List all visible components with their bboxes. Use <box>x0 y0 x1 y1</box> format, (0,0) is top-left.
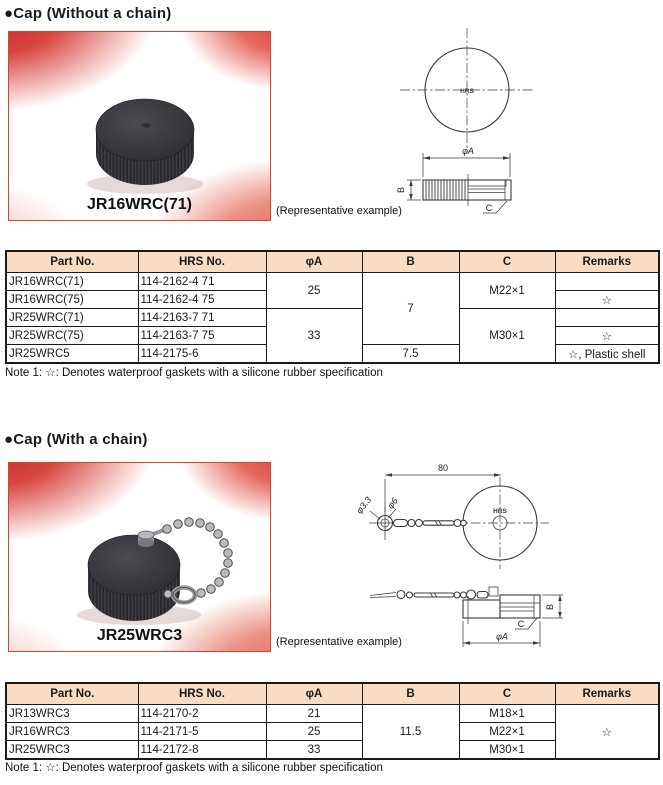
cap-image <box>87 99 203 194</box>
table-header-row <box>6 683 659 705</box>
cell-hrs: 114-2162-4 71 <box>138 273 266 291</box>
dim-label-phiA: φA <box>462 146 474 156</box>
representative-note: (Representative example) <box>276 636 402 648</box>
col-phiA: φA <box>266 251 362 273</box>
table-row <box>6 705 659 723</box>
col-C: C <box>459 251 555 273</box>
cell-phiA: 33 <box>266 741 362 760</box>
cell-part: JR13WRC3 <box>6 705 138 723</box>
cell-B: 11.5 <box>362 705 459 760</box>
dim-C <box>483 201 507 213</box>
cell-remark: ☆, Plastic shell <box>555 345 659 364</box>
cell-part: JR16WRC(75) <box>6 291 138 309</box>
cell-hrs: 114-2163-7 71 <box>138 309 266 327</box>
col-phiA: φA <box>266 683 362 705</box>
cell-C: M30×1 <box>459 309 555 364</box>
top-view <box>400 28 535 153</box>
col-part-no: Part No. <box>6 683 138 705</box>
col-hrs-no: HRS No. <box>138 683 266 705</box>
dim-label-C: C <box>517 619 525 629</box>
top-view <box>453 477 549 569</box>
cap-photo-illustration <box>9 32 270 220</box>
dim-80 <box>385 463 501 512</box>
cap-with-chain-image <box>77 518 232 625</box>
table-row <box>6 309 659 327</box>
table-row <box>6 273 659 291</box>
cell-B: 7 <box>362 273 459 345</box>
note-no-chain: Note 1: ☆: Denotes waterproof gaskets with a silicone rubber specification <box>5 367 383 379</box>
cap-chain-photo-illustration <box>9 463 270 651</box>
col-B: B <box>362 251 459 273</box>
cell-remark: ☆ <box>555 291 659 309</box>
dim-label-phi6: φ6 <box>385 495 400 511</box>
cell-hrs: 114-2163-7 75 <box>138 327 266 345</box>
cell-C: M18×1 <box>459 705 555 723</box>
col-B: B <box>362 683 459 705</box>
technical-drawing-no-chain <box>380 25 663 225</box>
note-with-chain: Note 1: ☆: Denotes waterproof gaskets with a silicone rubber specification <box>5 762 383 774</box>
cell-part: JR25WRC(75) <box>6 327 138 345</box>
dim-B <box>396 180 421 200</box>
dim-label-B: B <box>396 186 406 194</box>
col-C: C <box>459 683 555 705</box>
cell-part: JR25WRC3 <box>6 741 138 760</box>
col-hrs-no: HRS No. <box>138 251 266 273</box>
photo-part-label: JR25WRC3 <box>96 627 183 644</box>
cell-C: M22×1 <box>459 273 555 309</box>
photo-part-label: JR16WRC(71) <box>87 196 192 213</box>
dim-C <box>515 618 537 629</box>
side-view <box>463 595 540 624</box>
cell-phiA: 25 <box>266 273 362 309</box>
cell-remark <box>555 309 659 327</box>
technical-drawing-with-chain <box>350 455 663 665</box>
hrs-logo: HRS <box>493 508 507 515</box>
hrs-logo: HRS <box>460 88 474 95</box>
cell-hrs: 114-2175-6 <box>138 345 266 364</box>
cell-B: 7.5 <box>362 345 459 364</box>
cell-hrs: 114-2162-4 75 <box>138 291 266 309</box>
cell-hrs: 114-2171-5 <box>138 723 266 741</box>
section-title-without-chain: ●Cap (Without a chain) <box>4 5 172 22</box>
dim-phiA <box>463 621 540 647</box>
dim-ring <box>354 495 400 519</box>
dim-label-B: B <box>545 603 555 611</box>
product-photo-with-chain <box>8 462 271 652</box>
spec-table-with-chain <box>5 682 660 760</box>
cell-phiA: 33 <box>266 309 362 364</box>
cell-remark <box>555 273 659 291</box>
cell-part: JR25WRC5 <box>6 345 138 364</box>
chain-top-view <box>369 507 466 540</box>
dim-label-80: 80 <box>437 463 449 473</box>
dim-label-C: C <box>485 203 493 213</box>
dim-B <box>542 595 563 618</box>
side-view <box>423 174 511 206</box>
cell-remark: ☆ <box>555 705 659 760</box>
col-remarks: Remarks <box>555 683 659 705</box>
cell-C: M30×1 <box>459 741 555 760</box>
col-part-no: Part No. <box>6 251 138 273</box>
cell-part: JR25WRC(71) <box>6 309 138 327</box>
cell-phiA: 21 <box>266 705 362 723</box>
cell-part: JR16WRC3 <box>6 723 138 741</box>
table-header-row <box>6 251 659 273</box>
section-title-with-chain: ●Cap (With a chain) <box>4 431 148 448</box>
chain-side-view <box>370 587 498 599</box>
dim-label-phi33: φ3.3 <box>354 494 374 516</box>
col-remarks: Remarks <box>555 251 659 273</box>
dim-phiA <box>423 146 510 177</box>
cell-hrs: 114-2172-8 <box>138 741 266 760</box>
spec-table-no-chain <box>5 250 660 364</box>
product-photo-no-chain <box>8 31 271 221</box>
cell-part: JR16WRC(71) <box>6 273 138 291</box>
cell-hrs: 114-2170-2 <box>138 705 266 723</box>
cell-remark: ☆ <box>555 327 659 345</box>
cell-C: M22×1 <box>459 723 555 741</box>
dim-label-phiA: φA <box>496 631 508 642</box>
cell-phiA: 25 <box>266 723 362 741</box>
representative-note: (Representative example) <box>276 205 402 217</box>
